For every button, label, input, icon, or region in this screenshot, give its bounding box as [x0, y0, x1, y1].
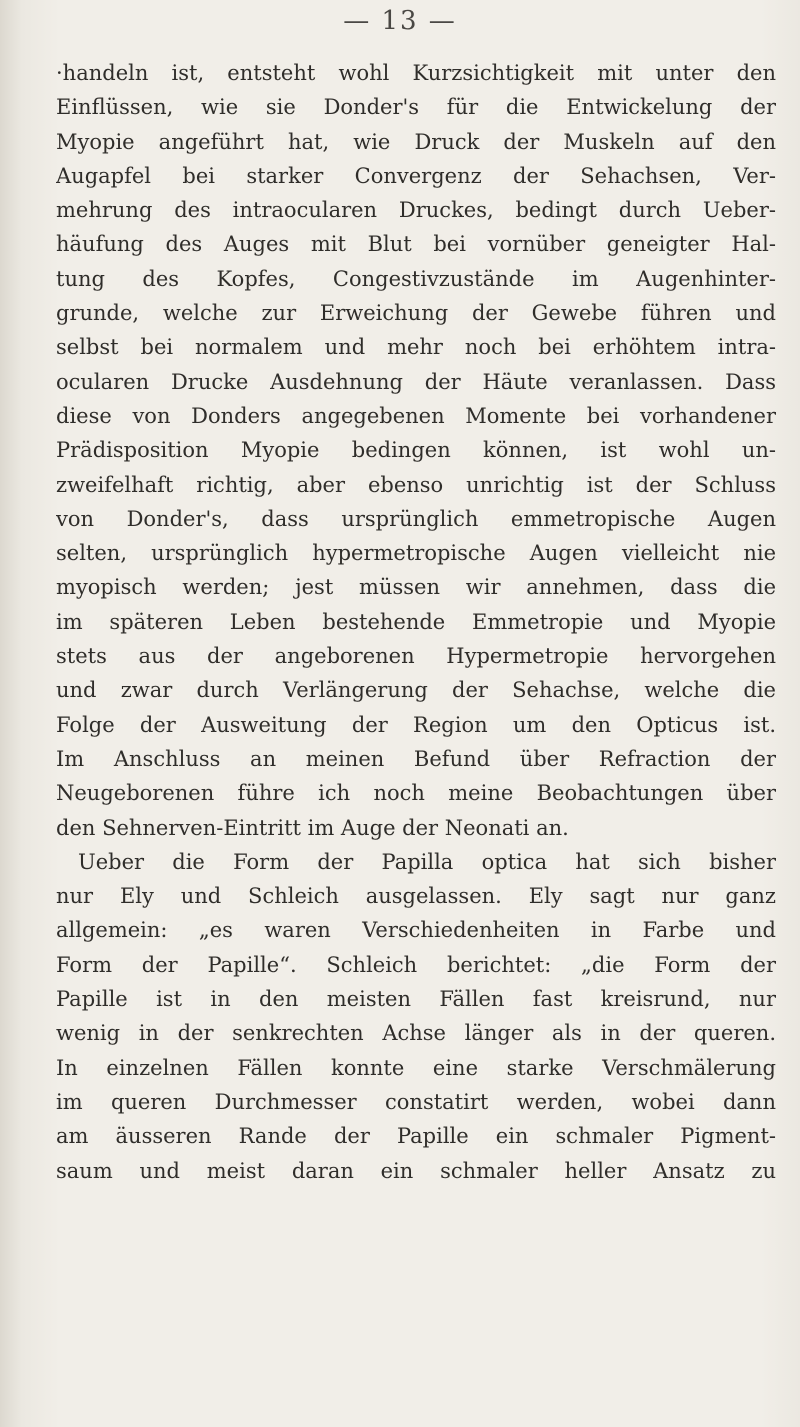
text-line: myopisch werden; jest müssen wir annehmen, dass die [56, 575, 776, 600]
text-line: In einzelnen Fällen konnte eine starke Verschmälerung [56, 1055, 776, 1080]
text-line: Augapfel bei starker Convergenz der Sehachsen, Ver- [56, 163, 776, 188]
text-line: von Donder's, dass ursprünglich emmetropische Augen [56, 506, 776, 531]
text-line: Einflüssen, wie sie Donder's für die Entwickelung der [56, 95, 776, 120]
text-line: Form der Papille“. Schleich berichtet: „die Form der [56, 952, 776, 977]
text-line: im queren Durchmesser constatirt werden, wobei dann [56, 1089, 776, 1114]
text-line: tung des Kopfes, Congestivzustände im Augenhinter- [56, 266, 776, 291]
text-line: Myopie angeführt hat, wie Druck der Muskeln auf den [56, 129, 776, 154]
text-line: wenig in der senkrechten Achse länger als in der queren. [56, 1021, 776, 1046]
text-line: Neugeborenen führe ich noch meine Beobachtungen über [56, 781, 776, 806]
text-line: grunde, welche zur Erweichung der Gewebe führen und [56, 301, 776, 326]
text-line: selbst bei normalem und mehr noch bei erhöhtem intra- [56, 335, 776, 360]
text-line: mehrung des intraocularen Druckes, bedingt durch Ueber- [56, 198, 776, 223]
text-line: saum und meist daran ein schmaler heller Ansatz zu [56, 1158, 776, 1183]
text-line: Prädisposition Myopie bedingen können, ist wohl un- [56, 438, 776, 463]
text-line: Ueber die Form der Papilla optica hat sich bisher [78, 849, 776, 874]
text-line: nur Ely und Schleich ausgelassen. Ely sagt nur ganz [56, 884, 776, 909]
text-line: häufung des Auges mit Blut bei vornüber geneigter Hal- [56, 232, 776, 257]
text-line: im späteren Leben bestehende Emmetropie und Myopie [56, 609, 776, 634]
text-line: ocularen Drucke Ausdehnung der Häute veranlassen. Dass [56, 369, 776, 394]
text-line: am äusseren Rande der Papille ein schmaler Pigment- [56, 1124, 776, 1149]
text-line: und zwar durch Verlängerung der Sehachse, welche die [56, 678, 776, 703]
text-line: den Sehnerven-Eintritt im Auge der Neonati an. [56, 815, 569, 840]
text-line: Papille ist in den meisten Fällen fast kreisrund, nur [56, 987, 776, 1012]
text-line: selten, ursprünglich hypermetropische Augen vielleicht nie [56, 541, 776, 566]
text-line: Folge der Ausweitung der Region um den Opticus ist. [56, 712, 776, 737]
text-line: allgemein: „es waren Verschiedenheiten in Farbe und [56, 918, 776, 943]
text-line: zweifelhaft richtig, aber ebenso unrichtig ist der Schluss [56, 472, 776, 497]
body-text [56, 56, 776, 1188]
text-line: Im Anschluss an meinen Befund über Refraction der [56, 746, 776, 771]
page-number: — 13 — [343, 6, 457, 36]
text-line: ·handeln ist, entsteht wohl Kurzsichtigkeit mit unter den [56, 61, 776, 85]
text-line: diese von Donders angegebenen Momente bei vorhandener [56, 403, 776, 428]
text-line: stets aus der angeborenen Hypermetropie hervorgehen [56, 644, 776, 669]
